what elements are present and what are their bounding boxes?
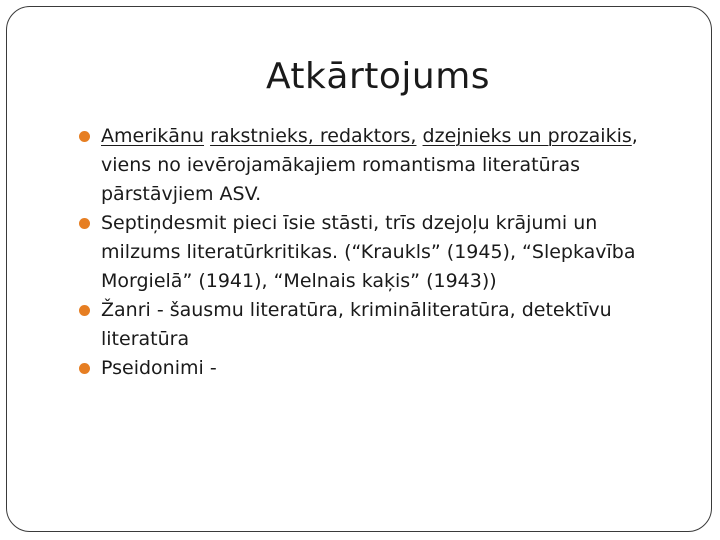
- bullet-item-2: [79, 209, 659, 296]
- separator-3: ,: [631, 125, 638, 147]
- bullet-dot-icon: [79, 305, 90, 316]
- bullet-dot-icon: [79, 218, 90, 229]
- underlined-term-2: rakstnieks, redaktors,: [210, 125, 417, 147]
- underlined-term-3: dzejnieks un prozaikis: [422, 125, 632, 147]
- bullet-dot-icon: [79, 363, 90, 374]
- slide-title: Atkārtojums: [265, 56, 491, 97]
- bullet-1-rest: viens no ievērojamākajiem romantisma literatūras pārstāvjiem ASV.: [101, 154, 581, 205]
- bullet-item-3: [79, 296, 659, 354]
- bullet-2-text: Septiņdesmit pieci īsie stāsti, trīs dzejoļu krājumi un milzums literatūrkritikas. (“Kraukls” (1945), “Slepkavība Morgielā” (1941), “Melnais kaķis” (1943)): [101, 212, 636, 292]
- bullet-dot-icon: [79, 131, 90, 142]
- bullet-item-4: [79, 354, 659, 383]
- bullet-list: [79, 122, 659, 383]
- underlined-term-1: Amerikānu: [101, 125, 205, 147]
- bullet-3-text: Žanri - šausmu literatūra, krimināliteratūra, detektīvu literatūra: [101, 299, 612, 350]
- bullet-item-1: [79, 122, 659, 209]
- bullet-4-text: Pseidonimi -: [101, 357, 217, 379]
